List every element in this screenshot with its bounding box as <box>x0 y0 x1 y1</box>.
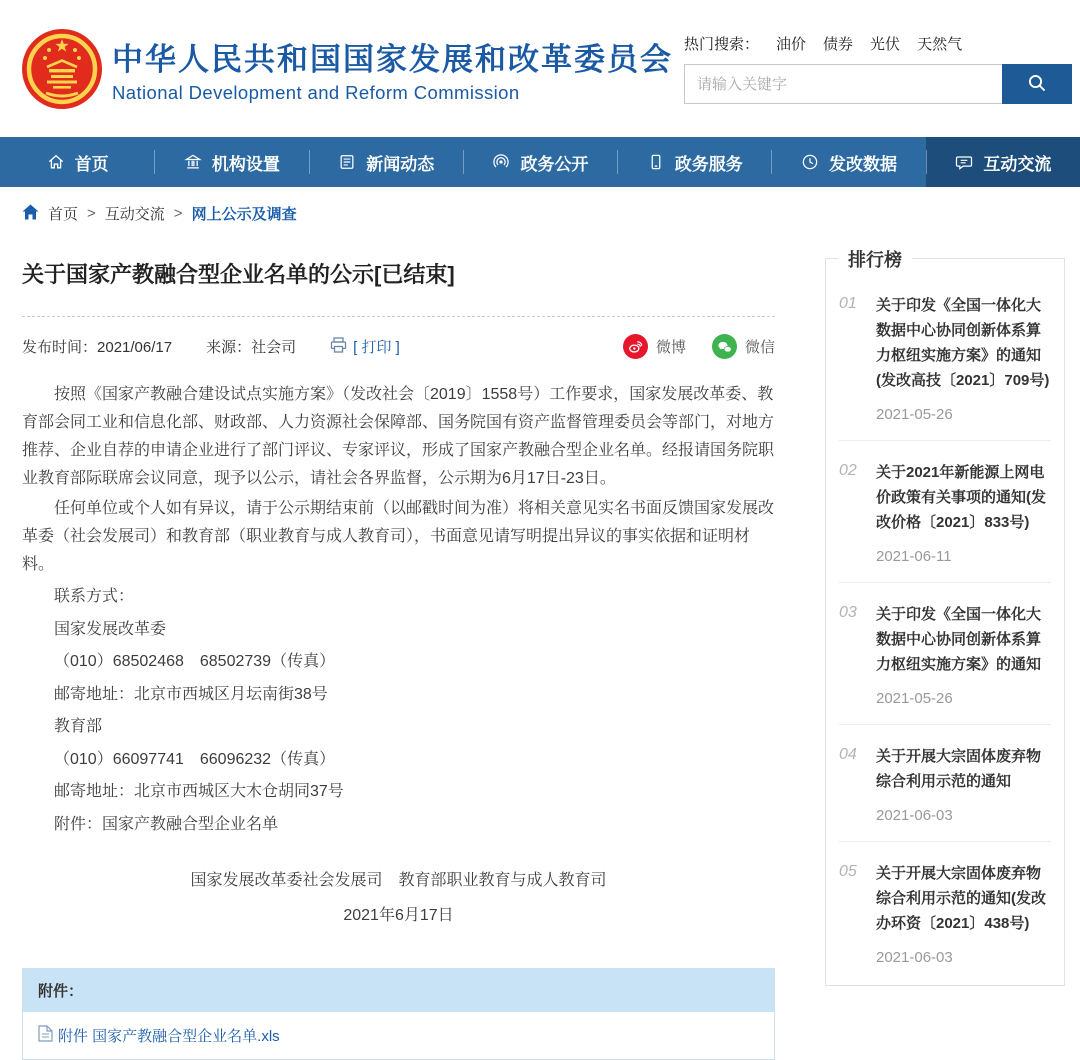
print-button[interactable] <box>330 336 400 357</box>
site-titles <box>112 34 673 104</box>
weibo-icon <box>623 334 648 359</box>
nav-item-home[interactable] <box>0 137 154 187</box>
bank-icon <box>183 152 203 172</box>
news-icon <box>337 152 357 172</box>
nav-item-gov-services[interactable] <box>617 137 771 187</box>
ranked-article-link[interactable]: 关于2021年新能源上网电价政策有关事项的通知(发改价格〔2021〕833号) <box>876 464 1046 531</box>
attachment-mention: 附件：国家产教融合型企业名单 <box>54 815 279 833</box>
contact-heading: 联系方式： <box>54 588 135 605</box>
ranked-article-date: 2021-06-03 <box>876 807 953 824</box>
ranked-article-link[interactable]: 关于印发《全国一体化大数据中心协同创新体系算力枢纽实施方案》的通知(发改高技〔2021〕709号) <box>876 297 1050 389</box>
ranked-article-link[interactable]: 关于开展大宗固体废弃物综合利用示范的通知 <box>876 748 1042 790</box>
chat-icon <box>954 152 974 172</box>
nav-item-label: 政务公开 <box>520 154 589 174</box>
rank-content <box>876 460 1051 565</box>
search-input[interactable] <box>685 65 1003 103</box>
clock-icon <box>800 152 820 172</box>
rank-number: 03 <box>839 604 857 621</box>
attachment-box-header: 附件： <box>23 969 774 1012</box>
site-title-english: National Development and Reform Commission <box>112 81 520 103</box>
rank-content <box>876 861 1051 966</box>
rank-content <box>876 744 1051 824</box>
content-wrap <box>0 232 1080 1060</box>
site-header <box>0 0 1080 137</box>
hot-search-label: 热门搜索： <box>684 36 760 53</box>
nav-item-label: 新闻动态 <box>366 154 435 174</box>
contact-moe-phone: （010）66097741 66096232（传真） <box>54 750 336 768</box>
attachment-file-link[interactable] <box>38 1025 759 1046</box>
ranking-panel-title: 排行榜 <box>838 246 912 272</box>
breadcrumb-current-page[interactable]: 网上公示及调查 <box>191 206 297 223</box>
broadcast-icon <box>491 152 511 172</box>
nav-item-news[interactable] <box>309 137 463 187</box>
nav-item-label: 首页 <box>74 154 109 174</box>
device-icon <box>646 152 666 172</box>
main-nav <box>0 137 1080 187</box>
national-emblem-logo <box>20 27 104 111</box>
share-group <box>623 334 775 359</box>
file-icon <box>38 1025 53 1046</box>
search-icon <box>1026 72 1048 97</box>
publish-date-value: 2021/06/17 <box>97 339 173 356</box>
ranking-panel <box>825 250 1065 986</box>
contact-moe-name: 教育部 <box>54 718 103 735</box>
nav-item-gov-disclosure[interactable] <box>463 137 617 187</box>
article-title: 关于国家产教融合型企业名单的公示[已结束] <box>22 262 455 287</box>
nav-item-organization[interactable] <box>154 137 308 187</box>
list-item <box>839 841 1051 983</box>
sidebar-column <box>825 232 1065 1060</box>
hot-search-term-bonds[interactable]: 债券 <box>823 36 854 53</box>
signature-departments: 国家发展改革委社会发展司 教育部职业教育与成人教育司 <box>190 872 607 889</box>
rank-content <box>876 293 1051 423</box>
signature-date: 2021年6月17日 <box>343 907 454 924</box>
breadcrumb <box>0 187 1080 232</box>
hot-search-term-pv[interactable]: 光伏 <box>870 36 901 53</box>
article-column <box>22 232 775 1060</box>
contact-ndrc-address: 邮寄地址：北京市西城区月坛南街38号 <box>54 685 328 703</box>
contact-ndrc-phone: （010）68502468 68502739（传真） <box>54 653 336 670</box>
share-weibo-button[interactable] <box>623 334 686 359</box>
list-item <box>839 724 1051 841</box>
contact-moe-address: 邮寄地址：北京市西城区大木仓胡同37号 <box>54 783 344 800</box>
attachment-box <box>22 968 775 1060</box>
list-item <box>839 582 1051 724</box>
site-title-chinese: 中华人民共和国国家发展和改革委员会 <box>112 41 673 77</box>
nav-item-label: 互动交流 <box>983 154 1052 174</box>
ranked-article-date: 2021-05-26 <box>876 690 953 707</box>
list-item <box>839 440 1051 582</box>
ranked-article-link[interactable]: 关于印发《全国一体化大数据中心协同创新体系算力枢纽实施方案》的通知 <box>876 606 1042 673</box>
share-wechat-label: 微信 <box>744 339 775 356</box>
publish-date-label: 发布时间： <box>22 339 98 356</box>
share-weibo-label: 微博 <box>655 339 686 356</box>
hot-search-term-gas[interactable]: 天然气 <box>917 36 963 53</box>
rank-number: 01 <box>839 295 857 312</box>
home-icon <box>46 152 66 172</box>
nav-item-label: 机构设置 <box>211 154 280 174</box>
publish-date-group <box>22 336 172 357</box>
wechat-icon <box>712 334 737 359</box>
search-button[interactable] <box>1002 64 1072 104</box>
nav-item-interaction[interactable] <box>926 137 1080 187</box>
nav-item-ndrc-data[interactable] <box>771 137 925 187</box>
hot-search-term-oil[interactable]: 油价 <box>776 36 807 53</box>
source-group <box>206 336 296 357</box>
ranking-list <box>826 267 1064 983</box>
national-emblem-icon <box>20 27 104 111</box>
share-wechat-button[interactable] <box>712 334 775 359</box>
rank-number: 02 <box>839 462 857 479</box>
attachment-box-body <box>23 1012 774 1059</box>
rank-number: 05 <box>839 863 857 880</box>
rank-number: 04 <box>839 746 857 763</box>
contact-ndrc-name: 国家发展改革委 <box>54 620 167 638</box>
attachment-file-name: 附件 国家产教融合型企业名单.xls <box>58 1028 280 1045</box>
ranked-article-link[interactable]: 关于开展大宗固体废弃物综合利用示范的通知(发改办环资〔2021〕438号) <box>876 865 1046 932</box>
article-paragraph: 按照《国家产教融合建设试点实施方案》（发改社会〔2019〕1558号）工作要求，国家发展改革委、教育部会同工业和信息化部、财政部、人力资源社会保障部、国务院国有资产监督管理委员会等部门，对地方推荐、企业自荐的申请企业进行了部门评议、专家评议，形成了国家产教融合型企业名单。经报请国务院职业教育部际联席会议同意，现予以公示，请社会各界监督，公示期为6月17日-23日。 <box>22 386 775 487</box>
ranked-article-date: 2021-06-11 <box>876 548 952 565</box>
title-divider <box>22 316 775 317</box>
nav-item-label: 发改数据 <box>829 154 898 174</box>
article-body <box>22 381 775 930</box>
article-meta-row <box>22 334 775 359</box>
ranked-article-date: 2021-05-26 <box>876 406 953 423</box>
search-area <box>684 33 1072 104</box>
nav-item-label: 政务服务 <box>674 154 743 174</box>
source-label: 来源： <box>206 339 252 356</box>
rank-content <box>876 602 1051 707</box>
article-paragraph: 任何单位或个人如有异议，请于公示期结束前（以邮戳时间为准）将相关意见实名书面反馈国家发展改革委（社会发展司）和教育部（职业教育与成人教育司），书面意见请写明提出异议的事实依据和证明材料。 <box>22 500 775 573</box>
list-item <box>839 267 1051 440</box>
breadcrumb-separator: > <box>173 205 183 222</box>
home-breadcrumb-icon <box>22 204 39 224</box>
breadcrumb-home[interactable]: 首页 <box>48 206 79 223</box>
ranked-article-date: 2021-06-03 <box>876 949 953 966</box>
search-box <box>684 64 1072 104</box>
print-label: [ 打印 ] <box>353 339 400 356</box>
hot-search-bar <box>684 33 1072 54</box>
source-value: 社会司 <box>251 339 297 356</box>
breadcrumb-interaction[interactable]: 互动交流 <box>104 206 165 223</box>
printer-icon <box>330 337 347 357</box>
breadcrumb-separator: > <box>87 205 96 222</box>
